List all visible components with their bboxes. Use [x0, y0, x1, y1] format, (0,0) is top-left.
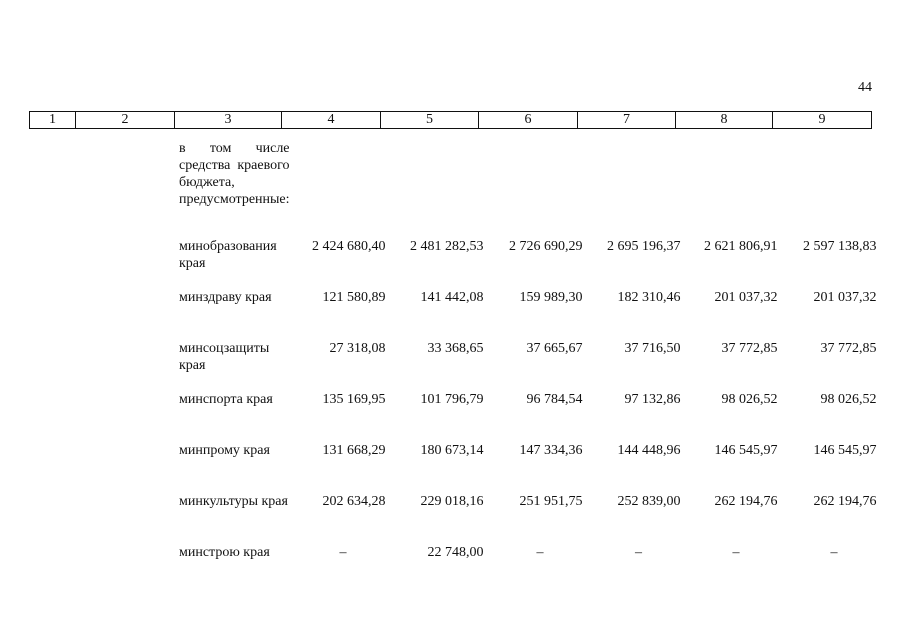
- empty-cell: [75, 289, 174, 340]
- empty-cell: [75, 544, 174, 595]
- value-cell: 262 194,76: [813, 494, 877, 509]
- value-cell: 37 772,85: [820, 341, 877, 356]
- column-number-2: 2: [76, 112, 175, 129]
- column-number-4: 4: [282, 112, 381, 129]
- row-label: минстрою края: [179, 545, 270, 560]
- empty-cell: [29, 544, 75, 595]
- value-cell: –: [732, 545, 740, 560]
- empty-cell: [75, 391, 174, 442]
- value-cell: 180 673,14: [420, 443, 484, 458]
- value-cell: 27 318,08: [329, 341, 386, 356]
- column-number-3: 3: [175, 112, 282, 129]
- value-cell: 98 026,52: [820, 392, 877, 407]
- table-row: [29, 289, 884, 340]
- value-cell: 251 951,75: [519, 494, 583, 509]
- value-cell: 144 448,96: [617, 443, 681, 458]
- empty-cell: [29, 238, 75, 289]
- value-cell: 2 621 806,91: [704, 239, 778, 254]
- table-row: [29, 493, 884, 544]
- empty-cell: [29, 493, 75, 544]
- value-cell: 201 037,32: [813, 290, 877, 305]
- row-label: минздраву края: [179, 290, 272, 305]
- row-label: минкультуры края: [179, 494, 288, 509]
- row-label: минпрому края: [179, 443, 270, 458]
- empty-cell: [29, 391, 75, 442]
- value-cell: 159 989,30: [519, 290, 583, 305]
- row-label: минсоцзащиты края: [179, 341, 270, 373]
- value-cell: 2 597 138,83: [803, 239, 877, 254]
- table-row: [29, 340, 884, 391]
- table-row: [29, 544, 884, 595]
- value-cell: 37 716,50: [624, 341, 681, 356]
- value-cell: 131 668,29: [322, 443, 386, 458]
- column-number-1: 1: [30, 112, 76, 129]
- value-cell: 2 481 282,53: [410, 239, 484, 254]
- value-cell: –: [635, 545, 643, 560]
- funding-table: [29, 140, 884, 595]
- value-cell: 229 018,16: [420, 494, 484, 509]
- value-cell: 141 442,08: [420, 290, 484, 305]
- value-cell: 2 424 680,40: [312, 239, 386, 254]
- value-cell: 262 194,76: [714, 494, 778, 509]
- value-cell: 37 772,85: [721, 341, 778, 356]
- row-label: минспорта края: [179, 392, 273, 407]
- table-row: [29, 238, 884, 289]
- value-cell: 97 132,86: [624, 392, 681, 407]
- column-number-9: 9: [773, 112, 872, 129]
- value-cell: 252 839,00: [617, 494, 681, 509]
- page-number: 44: [858, 80, 872, 95]
- value-cell: –: [536, 545, 544, 560]
- value-cell: 96 784,54: [526, 392, 583, 407]
- intro-row: [29, 140, 884, 238]
- value-cell: 146 545,97: [813, 443, 877, 458]
- empty-cell: [29, 340, 75, 391]
- column-number-8: 8: [676, 112, 773, 129]
- empty-cell: [75, 340, 174, 391]
- column-number-5: 5: [381, 112, 479, 129]
- empty-cell: [75, 493, 174, 544]
- empty-cell: [29, 289, 75, 340]
- column-number-6: 6: [479, 112, 578, 129]
- value-cell: –: [830, 545, 838, 560]
- value-cell: 147 334,36: [519, 443, 583, 458]
- value-cell: 146 545,97: [714, 443, 778, 458]
- funding-table-body: [29, 140, 884, 595]
- empty-cell: [75, 238, 174, 289]
- value-cell: 22 748,00: [427, 545, 484, 560]
- value-cell: –: [339, 545, 347, 560]
- row-label: минобразования края: [179, 239, 277, 271]
- table-row: [29, 442, 884, 493]
- value-cell: 37 665,67: [526, 341, 583, 356]
- value-cell: 2 695 196,37: [607, 239, 681, 254]
- column-number-7: 7: [578, 112, 676, 129]
- value-cell: 135 169,95: [322, 392, 386, 407]
- value-cell: 33 368,65: [427, 341, 484, 356]
- value-cell: 121 580,89: [322, 290, 386, 305]
- intro-text: в том числе средства краевого бюджета, предусмотренные:: [179, 141, 290, 207]
- value-cell: 98 026,52: [721, 392, 778, 407]
- value-cell: 202 634,28: [322, 494, 386, 509]
- empty-cell: [29, 442, 75, 493]
- value-cell: 201 037,32: [714, 290, 778, 305]
- column-number-header: [29, 111, 872, 129]
- value-cell: 101 796,79: [420, 392, 484, 407]
- table-row: [29, 391, 884, 442]
- value-cell: 182 310,46: [617, 290, 681, 305]
- empty-cell: [75, 442, 174, 493]
- value-cell: 2 726 690,29: [509, 239, 583, 254]
